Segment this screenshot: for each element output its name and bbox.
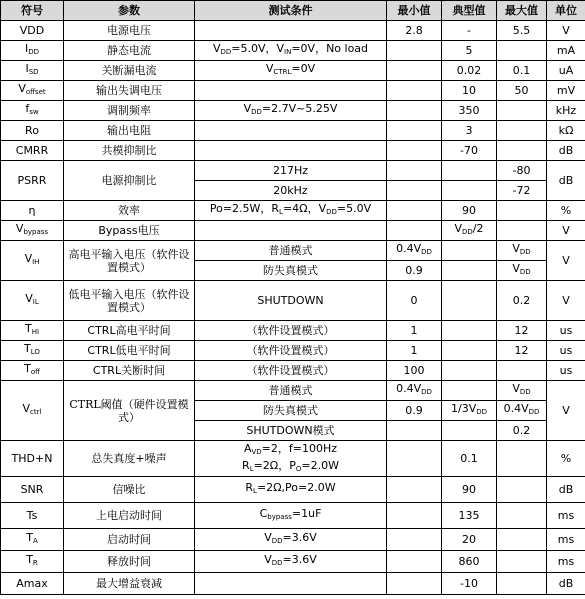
min-cell: 1 [387, 321, 442, 341]
typ-cell: 0.02 [442, 61, 497, 81]
table-row [1, 529, 585, 551]
table-row [1, 41, 585, 61]
condition-cell: $R_L=2\Omega,Po=2.0W$ [195, 477, 387, 503]
min-cell [387, 81, 442, 101]
typ-cell: 135 [442, 503, 497, 529]
condition-cell [195, 21, 387, 41]
unit-cell: dB [547, 141, 585, 161]
table-row [1, 121, 585, 141]
table-row [1, 441, 585, 477]
max-cell: 50 [497, 81, 547, 101]
min-cell: $0.4V_{DD}$ [387, 241, 442, 261]
min-cell: 1 [387, 341, 442, 361]
typ-cell: 3 [442, 121, 497, 141]
max-cell: 12 [497, 341, 547, 361]
parameter-cell: 输出电阻 [64, 121, 195, 141]
max-cell: $V_{DD}$ [497, 261, 547, 281]
condition-line: $R_L=2\Omega$，$P_O=2.0W$ [242, 458, 339, 473]
condition-cell: 普通模式 [195, 241, 387, 261]
symbol-cell: $V_{ctrl}$ [1, 381, 64, 441]
typ-cell [442, 161, 497, 181]
symbol-cell: $T_{off}$ [1, 361, 64, 381]
typ-cell: 90 [442, 201, 497, 221]
table-row [1, 101, 585, 121]
table-row [1, 361, 585, 381]
max-cell: -72 [497, 181, 547, 201]
table-row [1, 201, 585, 221]
unit-cell: uA [547, 61, 585, 81]
symbol-cell: $T_R$ [1, 551, 64, 573]
symbol-cell: $V_{bypass}$ [1, 221, 64, 241]
parameter-cell: 低电平输入电压（软件设置模式） [64, 281, 195, 321]
symbol-cell: $I_{SD}$ [1, 61, 64, 81]
parameter-cell: 调制频率 [64, 101, 195, 121]
typ-cell [442, 181, 497, 201]
parameter-cell: 最大增益衰减 [64, 573, 195, 595]
max-cell: 5.5 [497, 21, 547, 41]
unit-cell: us [547, 361, 585, 381]
max-cell [497, 41, 547, 61]
parameter-cell: CTRL高电平时间 [64, 321, 195, 341]
parameter-cell: CTRL阈值（硬件设置模式） [64, 381, 195, 441]
condition-cell: $C_{bypass}=1uF$ [195, 503, 387, 529]
typ-cell: 860 [442, 551, 497, 573]
symbol-cell: Ts [1, 503, 64, 529]
max-cell [497, 573, 547, 595]
symbol-cell: $V_{IL}$ [1, 281, 64, 321]
unit-cell: ms [547, 529, 585, 551]
symbol-cell: $V_{IH}$ [1, 241, 64, 281]
parameter-cell: 上电启动时间 [64, 503, 195, 529]
condition-cell [195, 141, 387, 161]
min-cell [387, 161, 442, 181]
parameter-cell: CTRL低电平时间 [64, 341, 195, 361]
table-row [1, 241, 585, 261]
table-row [1, 81, 585, 101]
col-header-typ: 典型值 [442, 1, 497, 21]
max-cell: $V_{DD}$ [497, 241, 547, 261]
table-row [1, 21, 585, 41]
max-cell: $V_{DD}$ [497, 381, 547, 401]
parameter-cell: CTRL关断时间 [64, 361, 195, 381]
symbol-cell: THD+N [1, 441, 64, 477]
typ-cell: -70 [442, 141, 497, 161]
min-cell [387, 573, 442, 595]
min-cell [387, 181, 442, 201]
unit-cell: dB [547, 477, 585, 503]
unit-cell: kΩ [547, 121, 585, 141]
typ-cell: $V_{DD}/2$ [442, 221, 497, 241]
min-cell [387, 477, 442, 503]
max-cell: -80 [497, 161, 547, 181]
condition-line: $A_{VD}=2$，f=100Hz [243, 441, 338, 456]
typ-cell: 10 [442, 81, 497, 101]
condition-cell: $V_{DD}=5.0V$，$V_{IN}=0V$，No load [195, 41, 387, 61]
max-cell: $0.4V_{DD}$ [497, 401, 547, 421]
typ-cell: 5 [442, 41, 497, 61]
condition-cell: SHUTDOWN模式 [195, 421, 387, 441]
typ-cell: 0.1 [442, 441, 497, 477]
unit-cell: us [547, 321, 585, 341]
max-cell [497, 101, 547, 121]
symbol-cell: CMRR [1, 141, 64, 161]
parameter-cell: 输出失调电压 [64, 81, 195, 101]
max-cell: 12 [497, 321, 547, 341]
unit-cell: dB [547, 573, 585, 595]
min-cell [387, 529, 442, 551]
condition-cell: SHUTDOWN [195, 281, 387, 321]
condition-cell: $V_{CTRL}=0V$ [195, 61, 387, 81]
parameter-cell: 静态电流 [64, 41, 195, 61]
table-row [1, 551, 585, 573]
max-cell [497, 551, 547, 573]
parameter-cell: 高电平输入电压（软件设置模式） [64, 241, 195, 281]
max-cell [497, 441, 547, 477]
max-cell [497, 477, 547, 503]
min-cell [387, 121, 442, 141]
symbol-cell: $T_{LO}$ [1, 341, 64, 361]
unit-cell: mA [547, 41, 585, 61]
min-cell: 0.9 [387, 401, 442, 421]
condition-cell [195, 221, 387, 241]
table-row [1, 61, 585, 81]
min-cell: 2.8 [387, 21, 442, 41]
min-cell [387, 41, 442, 61]
symbol-cell: Amax [1, 573, 64, 595]
condition-cell [195, 573, 387, 595]
typ-cell [442, 241, 497, 261]
header-row [1, 1, 585, 21]
parameter-cell: 信噪比 [64, 477, 195, 503]
parameter-cell: 效率 [64, 201, 195, 221]
condition-cell: （软件设置模式） [195, 341, 387, 361]
typ-cell [442, 281, 497, 321]
symbol-cell: $T_{HI}$ [1, 321, 64, 341]
condition-cell: Po=2.5W，$R_L=4\Omega$，$V_{DD}=5.0V$ [195, 201, 387, 221]
symbol-cell: Ro [1, 121, 64, 141]
table-row [1, 381, 585, 401]
unit-cell: ms [547, 551, 585, 573]
unit-cell: mV [547, 81, 585, 101]
col-header-max: 最大值 [497, 1, 547, 21]
unit-cell: us [547, 341, 585, 361]
max-cell [497, 529, 547, 551]
unit-cell: V [547, 281, 585, 321]
col-header-condition: 测试条件 [195, 1, 387, 21]
typ-cell: -10 [442, 573, 497, 595]
parameter-cell: 关断漏电流 [64, 61, 195, 81]
max-cell: 0.2 [497, 281, 547, 321]
parameter-cell: 电源电压 [64, 21, 195, 41]
table-row [1, 341, 585, 361]
symbol-cell: VDD [1, 21, 64, 41]
parameter-cell: 启动时间 [64, 529, 195, 551]
col-header-min: 最小值 [387, 1, 442, 21]
unit-cell: % [547, 201, 585, 221]
parameter-cell: 共模抑制比 [64, 141, 195, 161]
min-cell [387, 101, 442, 121]
min-cell [387, 441, 442, 477]
table-row [1, 141, 585, 161]
table-row [1, 573, 585, 595]
condition-cell: 防失真模式 [195, 401, 387, 421]
condition-cell: （软件设置模式） [195, 321, 387, 341]
condition-cell [195, 81, 387, 101]
typ-cell: $1/3V_{DD}$ [442, 401, 497, 421]
unit-cell: kHz [547, 101, 585, 121]
unit-cell: ms [547, 503, 585, 529]
min-cell [387, 503, 442, 529]
typ-cell [442, 261, 497, 281]
table-row [1, 321, 585, 341]
symbol-cell: $f_{sw}$ [1, 101, 64, 121]
parameter-cell: 电源抑制比 [64, 161, 195, 201]
symbol-cell: SNR [1, 477, 64, 503]
condition-cell: $V_{DD}=2.7V\sim 5.25V$ [195, 101, 387, 121]
unit-cell: V [547, 381, 585, 441]
table-row [1, 503, 585, 529]
unit-cell: V [547, 21, 585, 41]
typ-cell: 350 [442, 101, 497, 121]
condition-cell: （软件设置模式） [195, 361, 387, 381]
typ-cell [442, 341, 497, 361]
table-row [1, 221, 585, 241]
typ-cell [442, 361, 497, 381]
symbol-cell: $T_A$ [1, 529, 64, 551]
col-header-symbol: 符号 [1, 1, 64, 21]
condition-cell: $V_{DD}=3.6V$ [195, 551, 387, 573]
symbol-cell: $I_{DD}$ [1, 41, 64, 61]
typ-cell: 90 [442, 477, 497, 503]
parameter-cell: 释放时间 [64, 551, 195, 573]
col-header-unit: 单位 [547, 1, 585, 21]
parameter-cell: 总失真度+噪声 [64, 441, 195, 477]
min-cell [387, 221, 442, 241]
table-row [1, 161, 585, 181]
unit-cell: V [547, 221, 585, 241]
parameter-cell: Bypass电压 [64, 221, 195, 241]
max-cell [497, 141, 547, 161]
max-cell [497, 361, 547, 381]
min-cell: 0 [387, 281, 442, 321]
max-cell: 0.1 [497, 61, 547, 81]
min-cell [387, 141, 442, 161]
min-cell [387, 61, 442, 81]
min-cell [387, 421, 442, 441]
typ-cell [442, 381, 497, 401]
condition-cell: 217Hz [195, 161, 387, 181]
unit-cell: % [547, 441, 585, 477]
typ-cell: - [442, 21, 497, 41]
typ-cell [442, 421, 497, 441]
min-cell [387, 551, 442, 573]
typ-cell: 20 [442, 529, 497, 551]
table-row [1, 477, 585, 503]
symbol-cell: η [1, 201, 64, 221]
col-header-parameter: 参数 [64, 1, 195, 21]
condition-cell [195, 121, 387, 141]
condition-cell: 防失真模式 [195, 261, 387, 281]
condition-cell: 20kHz [195, 181, 387, 201]
unit-cell: V [547, 241, 585, 281]
max-cell [497, 201, 547, 221]
unit-cell: dB [547, 161, 585, 201]
max-cell [497, 121, 547, 141]
min-cell: 0.9 [387, 261, 442, 281]
max-cell [497, 503, 547, 529]
typ-cell [442, 321, 497, 341]
symbol-cell: PSRR [1, 161, 64, 201]
condition-cell: $V_{DD}=3.6V$ [195, 529, 387, 551]
max-cell [497, 221, 547, 241]
min-cell: $0.4V_{DD}$ [387, 381, 442, 401]
condition-cell: 普通模式 [195, 381, 387, 401]
table-row [1, 281, 585, 321]
max-cell: 0.2 [497, 421, 547, 441]
condition-cell [195, 441, 387, 477]
min-cell: 100 [387, 361, 442, 381]
min-cell [387, 201, 442, 221]
symbol-cell: $V_{offset}$ [1, 81, 64, 101]
